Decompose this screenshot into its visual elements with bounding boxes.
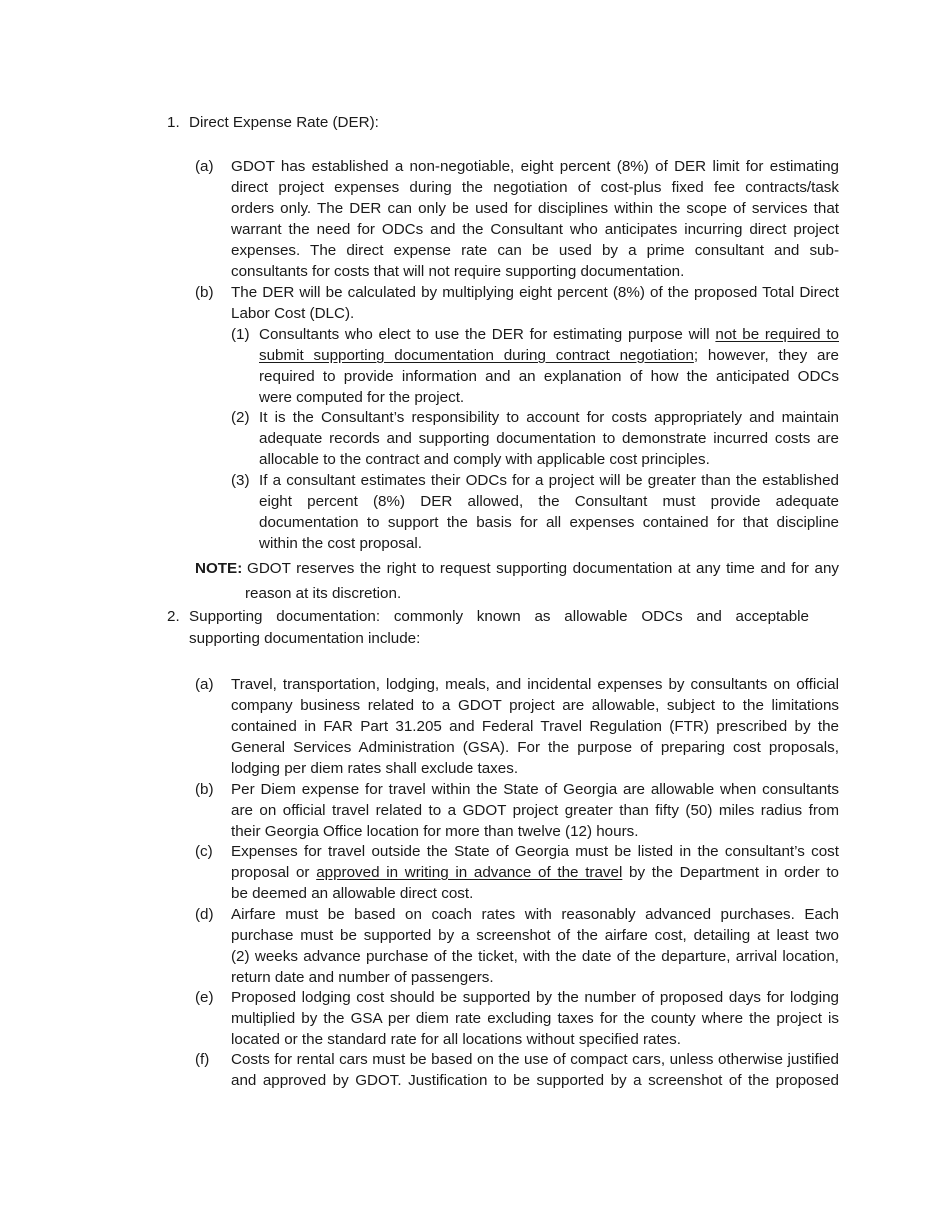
note-label: NOTE: bbox=[195, 560, 243, 577]
item-1b3-line: eight percent (8%) DER allowed, the Consultant must provide adequate bbox=[259, 493, 839, 510]
item-1a-line: orders only. The DER can only be used for disciplines within the scope of services that bbox=[231, 200, 839, 217]
item-1b2-line: allocable to the contract and comply with applicable cost principles. bbox=[259, 451, 710, 468]
item-2a-line: lodging per diem rates shall exclude taxes. bbox=[231, 760, 519, 777]
item-2d-line: Airfare must be based on coach rates with reasonably advanced purchases. Each bbox=[231, 906, 839, 923]
item-1b2-line: It is the Consultant’s responsibility to account for costs appropriately and maintain bbox=[259, 409, 839, 426]
item-2c-line: be deemed an allowable direct cost. bbox=[231, 885, 474, 902]
item-1b1-line bbox=[259, 325, 839, 345]
item-2d-line: return date and number of passengers. bbox=[231, 969, 494, 986]
item-2b-label: (b) bbox=[195, 781, 214, 798]
item-2d-line: purchase must be supported by a screenshot of the airfare cost, detailing at least two bbox=[231, 927, 839, 944]
item-2b-line: their Georgia Office location for more than twelve (12) hours. bbox=[231, 823, 639, 840]
item-1b3-label: (3) bbox=[231, 472, 250, 489]
item-2c-line: Expenses for travel outside the State of Georgia must be listed in the consultant’s cost bbox=[231, 843, 839, 860]
item-1b3-line: within the cost proposal. bbox=[259, 535, 422, 552]
item-1b-line: Labor Cost (DLC). bbox=[231, 305, 355, 322]
item-1b1-underlined-text: not be required to bbox=[715, 326, 839, 343]
item-1b2-label: (2) bbox=[231, 409, 250, 426]
item-1b1-underlined-text: submit supporting documentation during contract negotiation bbox=[259, 347, 694, 364]
section-1-title: Direct Expense Rate (DER): bbox=[189, 114, 379, 131]
item-1b1-line: were computed for the project. bbox=[259, 389, 465, 406]
item-2a-line: company business related to a GDOT project are allowable, subject to the limitations bbox=[231, 697, 839, 714]
item-2e-label: (e) bbox=[195, 989, 214, 1006]
item-2a-line: Travel, transportation, lodging, meals, and incidental expenses by consultants on official bbox=[231, 676, 839, 693]
item-1b1-line: required to provide information and an explanation of how the anticipated ODCs bbox=[259, 368, 839, 385]
section-2-number: 2. bbox=[167, 608, 180, 625]
item-1a-line: direct project expenses during the negotiation of cost-plus fixed fee contracts/task bbox=[231, 179, 839, 196]
item-2a-line: contained in FAR Part 31.205 and Federal Travel Regulation (FTR) prescribed by the bbox=[231, 718, 839, 735]
item-2a-label: (a) bbox=[195, 676, 214, 693]
item-2c-text: by the Department in order to bbox=[622, 864, 840, 881]
section-2-line: Supporting documentation: commonly known as allowable ODCs and acceptable bbox=[189, 608, 809, 625]
item-2b-line: are on official travel related to a GDOT project greater than fifty (50) miles radius from bbox=[231, 802, 839, 819]
item-1b1-line bbox=[259, 346, 839, 366]
note-line: GDOT reserves the right to request supporting documentation at any time and for any bbox=[247, 560, 839, 577]
item-2f-line: and approved by GDOT. Justification to be supported by a screenshot of the proposed bbox=[231, 1072, 839, 1089]
item-2b-line: Per Diem expense for travel within the State of Georgia are allowable when consultants bbox=[231, 781, 839, 798]
item-1a-line: warrant the need for ODCs and the Consultant who anticipates incurring direct project bbox=[231, 221, 839, 238]
item-1a-label: (a) bbox=[195, 158, 214, 175]
item-2c-line bbox=[231, 863, 839, 883]
section-1-number: 1. bbox=[167, 114, 180, 131]
item-2d-label: (d) bbox=[195, 906, 214, 923]
item-2d-line: (2) weeks advance purchase of the ticket, with the date of the departure, arrival location, bbox=[231, 948, 839, 965]
item-1b1-label: (1) bbox=[231, 326, 250, 343]
item-1b-line: The DER will be calculated by multiplying eight percent (8%) of the proposed Total Direct bbox=[231, 284, 839, 301]
item-1b1-text: Consultants who elect to use the DER for estimating purpose will bbox=[259, 326, 716, 343]
item-2c-label: (c) bbox=[195, 843, 213, 860]
item-2a-line: General Services Administration (GSA). For the purpose of preparing cost proposals, bbox=[231, 739, 839, 756]
item-2e-line: located or the standard rate for all locations without specified rates. bbox=[231, 1031, 681, 1048]
item-2f-line: Costs for rental cars must be based on the use of compact cars, unless otherwise justified bbox=[231, 1051, 839, 1068]
item-2c-underlined-text: approved in writing in advance of the travel bbox=[316, 864, 623, 881]
item-1b3-line: documentation to support the basis for all expenses contained for that discipline bbox=[259, 514, 839, 531]
item-1b-label: (b) bbox=[195, 284, 214, 301]
item-2e-line: multiplied by the GSA per diem rate excluding taxes for the county where the project is bbox=[231, 1010, 839, 1027]
section-2-line: supporting documentation include: bbox=[189, 630, 421, 647]
item-1a-line: GDOT has established a non-negotiable, eight percent (8%) of DER limit for estimating bbox=[231, 158, 839, 175]
item-2c-text: proposal or bbox=[231, 864, 317, 881]
item-1b1-text: ; however, they are bbox=[693, 347, 839, 364]
item-2f-label: (f) bbox=[195, 1051, 210, 1068]
note-line: reason at its discretion. bbox=[245, 585, 402, 602]
item-1b3-line: If a consultant estimates their ODCs for a project will be greater than the established bbox=[259, 472, 839, 489]
item-1a-line: expenses. The direct expense rate can be used by a prime consultant and sub- bbox=[231, 242, 839, 259]
item-1a-line: consultants for costs that will not require supporting documentation. bbox=[231, 263, 685, 280]
item-2e-line: Proposed lodging cost should be supported by the number of proposed days for lodging bbox=[231, 989, 839, 1006]
item-1b2-line: adequate records and supporting documentation to demonstrate incurred costs are bbox=[259, 430, 839, 447]
